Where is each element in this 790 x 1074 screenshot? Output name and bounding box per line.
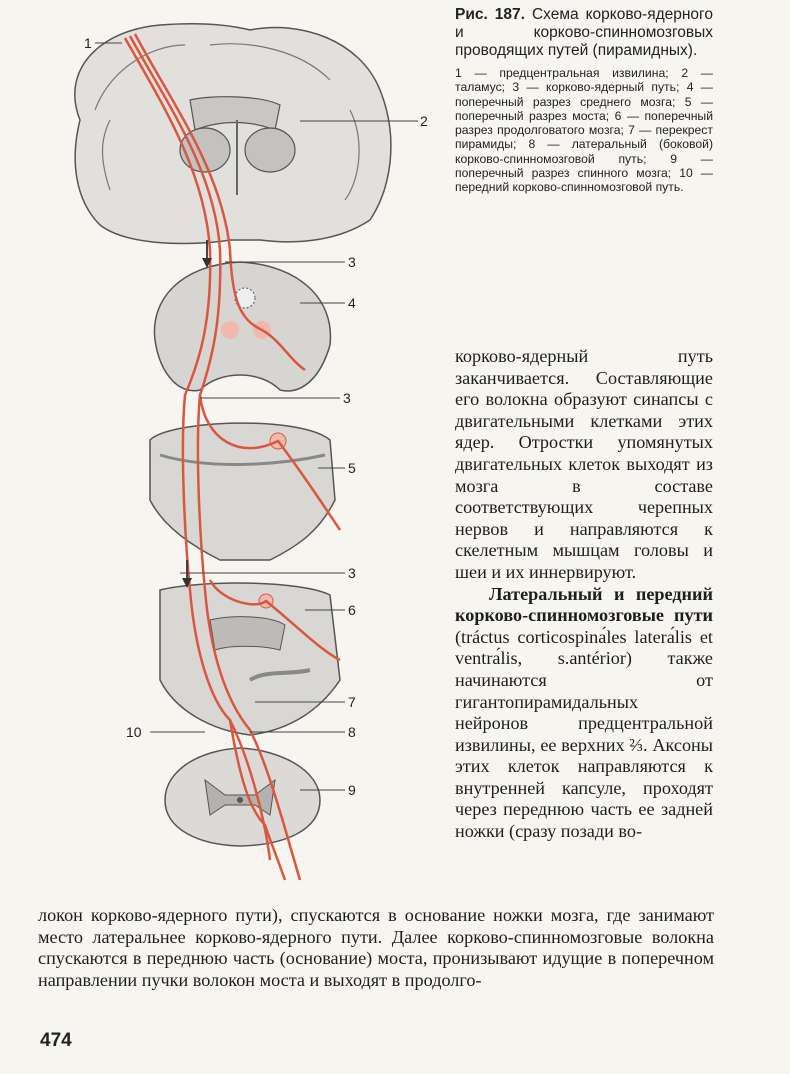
- label-7: 7: [348, 694, 356, 710]
- midbrain-section: [154, 262, 330, 391]
- label-1: 1: [84, 35, 92, 51]
- paragraph-2-text: (tráctus corticospinа́les laterа́lis et ventrа́lis, s.antérior) также начинаются от гигантопирамидальных нейронов предцентральной извилины, ее верхних ⅔. Аксоны этих клеток направляются к внутренней капсуле, проходят через переднюю часть ее задней ножки (сразу позади во-: [455, 626, 713, 842]
- medulla-section: [160, 583, 340, 735]
- label-4: 4: [348, 295, 356, 311]
- label-5: 5: [348, 460, 356, 476]
- label-9: 9: [348, 782, 356, 798]
- label-10: 10: [126, 724, 142, 740]
- label-2: 2: [420, 113, 428, 129]
- label-6: 6: [348, 602, 356, 618]
- brain-coronal-section: [75, 24, 391, 244]
- spinal-cord-section: [165, 748, 320, 846]
- label-8: 8: [348, 724, 356, 740]
- pyramidal-tract-diagram: [0, 0, 450, 900]
- page-number: 474: [40, 1030, 72, 1051]
- caption-title: Схема корково-ядерного и корково-спинномозговых проводящих путей (пирамидных).: [455, 6, 713, 59]
- label-3-top: 3: [348, 254, 356, 270]
- column-text: [455, 346, 713, 843]
- run-in-heading: Латеральный и передний корково-спинномозговые пути: [455, 583, 713, 626]
- label-3-middle: 3: [343, 390, 351, 406]
- paragraph-2: [455, 584, 713, 843]
- paragraph-continuation: локон корково-ядерного пути), спускаются в основание ножки мозга, где занимают место латеральнее корково-ядерного пути. Далее корково-спинномозговые волокна спускаются в переднюю часть (основание) моста, пронизывают идущие в поперечном направлении пучки волокон моста и выходят в продолго-: [38, 905, 714, 990]
- caption-number: Рис. 187.: [455, 6, 525, 23]
- caption-legend: 1 — предцентральная извилина; 2 — таламус; 3 — корково-ядерный путь; 4 — поперечный разрез среднего мозга; 5 — поперечный разрез моста; 6 — поперечный разрез продолговатого мозга; 7 — перекрест пирамиды; 8 — латеральный (боковой) корково-спинномозговой путь; 9 — поперечный разрез спинного мозга; 10 — передний корково-спинномозговой путь.: [455, 66, 713, 195]
- full-width-text: [38, 905, 714, 991]
- paragraph-1: корково-ядерный путь заканчивается. Составляющие его волокна образуют синапсы с двигательными клетками этих ядер. Отростки упомянутых двигательных клеток выходят из мозга в составе соответствующих черепных нервов и направляются к скелетным мышцам головы и шеи и их иннервируют.: [455, 346, 713, 582]
- label-3-bottom: 3: [348, 565, 356, 581]
- pons-section: [150, 423, 335, 560]
- figure-caption: [455, 6, 713, 195]
